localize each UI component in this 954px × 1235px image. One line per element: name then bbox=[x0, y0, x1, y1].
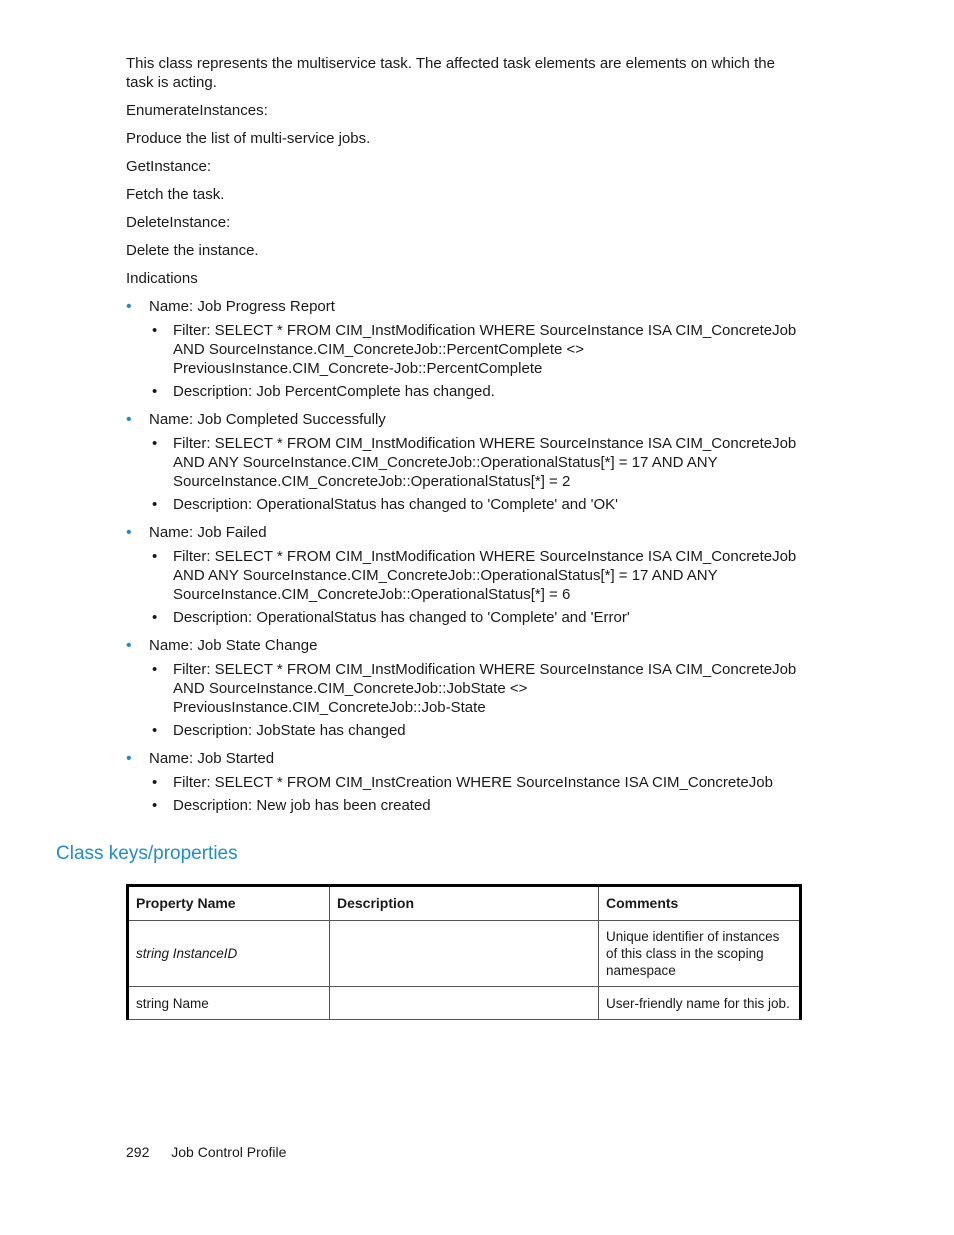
description-cell bbox=[330, 921, 599, 987]
description-text: Description: New job has been created bbox=[173, 797, 431, 814]
indication-item bbox=[126, 410, 801, 514]
bullet-icon: • bbox=[126, 637, 132, 654]
column-header-comments: Comments bbox=[599, 886, 801, 921]
property-name-cell: string InstanceID bbox=[128, 921, 330, 987]
comments-cell: Unique identifier of instances of this class in the scoping namespace bbox=[599, 921, 801, 987]
get-instance-text: Fetch the task. bbox=[126, 186, 225, 203]
description-cell bbox=[330, 987, 599, 1020]
filter-text: Filter: SELECT * FROM CIM_InstModification WHERE SourceInstance ISA CIM_ConcreteJob AND ANY SourceInstance.CIM_ConcreteJob::OperationalStatus[*] = 17 AND ANY SourceInstance.CIM_ConcreteJob::OperationalStatus[*] = 2 bbox=[173, 435, 797, 490]
indication-filter bbox=[149, 660, 801, 717]
page-number: 292 bbox=[126, 1144, 150, 1160]
table-header-row bbox=[128, 886, 801, 921]
footer-title: Job Control Profile bbox=[171, 1144, 287, 1160]
delete-instance-label: DeleteInstance: bbox=[126, 214, 231, 231]
filter-text: Filter: SELECT * FROM CIM_InstModification WHERE SourceInstance ISA CIM_ConcreteJob AND SourceInstance.CIM_ConcreteJob::JobState <> PreviousInstance.CIM_ConcreteJob::Job-State bbox=[173, 661, 797, 716]
indication-name: Name: Job Failed bbox=[149, 524, 267, 541]
page-footer bbox=[126, 1144, 286, 1160]
sub-bullet-icon: • bbox=[152, 722, 158, 739]
delete-instance-text: Delete the instance. bbox=[126, 242, 259, 259]
indication-name: Name: Job Progress Report bbox=[149, 298, 335, 315]
indication-description bbox=[149, 382, 801, 401]
bullet-icon: • bbox=[126, 298, 132, 315]
sub-bullet-icon: • bbox=[152, 774, 158, 791]
indication-description bbox=[149, 721, 801, 740]
bullet-icon: • bbox=[126, 524, 132, 541]
indication-filter bbox=[149, 773, 801, 792]
indication-item bbox=[126, 297, 801, 401]
indication-name: Name: Job Started bbox=[149, 750, 275, 767]
get-instance-label: GetInstance: bbox=[126, 158, 212, 175]
sub-bullet-icon: • bbox=[152, 496, 158, 513]
intro-description: This class represents the multiservice task. The affected task elements are elements on which the task is acting. bbox=[126, 55, 775, 91]
indication-name: Name: Job Completed Successfully bbox=[149, 411, 386, 428]
sub-bullet-icon: • bbox=[152, 383, 158, 400]
column-header-description: Description bbox=[330, 886, 599, 921]
comments-cell: User-friendly name for this job. bbox=[599, 987, 801, 1020]
enumerate-instances-text: Produce the list of multi-service jobs. bbox=[126, 130, 371, 147]
filter-text: Filter: SELECT * FROM CIM_InstCreation WHERE SourceInstance ISA CIM_ConcreteJob bbox=[173, 774, 773, 791]
sub-bullet-icon: • bbox=[152, 661, 158, 678]
indication-filter bbox=[149, 321, 801, 378]
indications-label: Indications bbox=[126, 270, 198, 287]
column-header-property-name: Property Name bbox=[128, 886, 330, 921]
section-heading: Class keys/properties bbox=[56, 843, 238, 864]
main-content bbox=[126, 54, 801, 824]
indication-description bbox=[149, 796, 801, 815]
description-text: Description: OperationalStatus has changed to 'Complete' and 'Error' bbox=[173, 609, 630, 626]
indication-description bbox=[149, 608, 801, 627]
description-text: Description: OperationalStatus has changed to 'Complete' and 'OK' bbox=[173, 496, 619, 513]
filter-text: Filter: SELECT * FROM CIM_InstModification WHERE SourceInstance ISA CIM_ConcreteJob AND ANY SourceInstance.CIM_ConcreteJob::OperationalStatus[*] = 17 AND ANY SourceInstance.CIM_ConcreteJob::OperationalStatus[*] = 6 bbox=[173, 548, 797, 603]
enumerate-instances-label: EnumerateInstances: bbox=[126, 102, 268, 119]
description-text: Description: Job PercentComplete has changed. bbox=[173, 383, 495, 400]
sub-bullet-icon: • bbox=[152, 797, 158, 814]
sub-bullet-icon: • bbox=[152, 609, 158, 626]
indication-item bbox=[126, 749, 801, 815]
indication-filter bbox=[149, 547, 801, 604]
table-row bbox=[128, 921, 801, 987]
indication-filter bbox=[149, 434, 801, 491]
description-text: Description: JobState has changed bbox=[173, 722, 406, 739]
sub-bullet-icon: • bbox=[152, 322, 158, 339]
bullet-icon: • bbox=[126, 411, 132, 428]
sub-bullet-icon: • bbox=[152, 548, 158, 565]
sub-bullet-icon: • bbox=[152, 435, 158, 452]
indication-name: Name: Job State Change bbox=[149, 637, 318, 654]
indications-list bbox=[126, 297, 801, 815]
property-name-cell: string Name bbox=[128, 987, 330, 1020]
indication-item bbox=[126, 636, 801, 740]
class-properties-table bbox=[126, 884, 802, 1020]
filter-text: Filter: SELECT * FROM CIM_InstModification WHERE SourceInstance ISA CIM_ConcreteJob AND SourceInstance.CIM_ConcreteJob::PercentComplete <> PreviousInstance.CIM_Concrete-Job::PercentComplete bbox=[173, 322, 797, 377]
bullet-icon: • bbox=[126, 750, 132, 767]
indication-item bbox=[126, 523, 801, 627]
table-row bbox=[128, 987, 801, 1020]
indication-description bbox=[149, 495, 801, 514]
